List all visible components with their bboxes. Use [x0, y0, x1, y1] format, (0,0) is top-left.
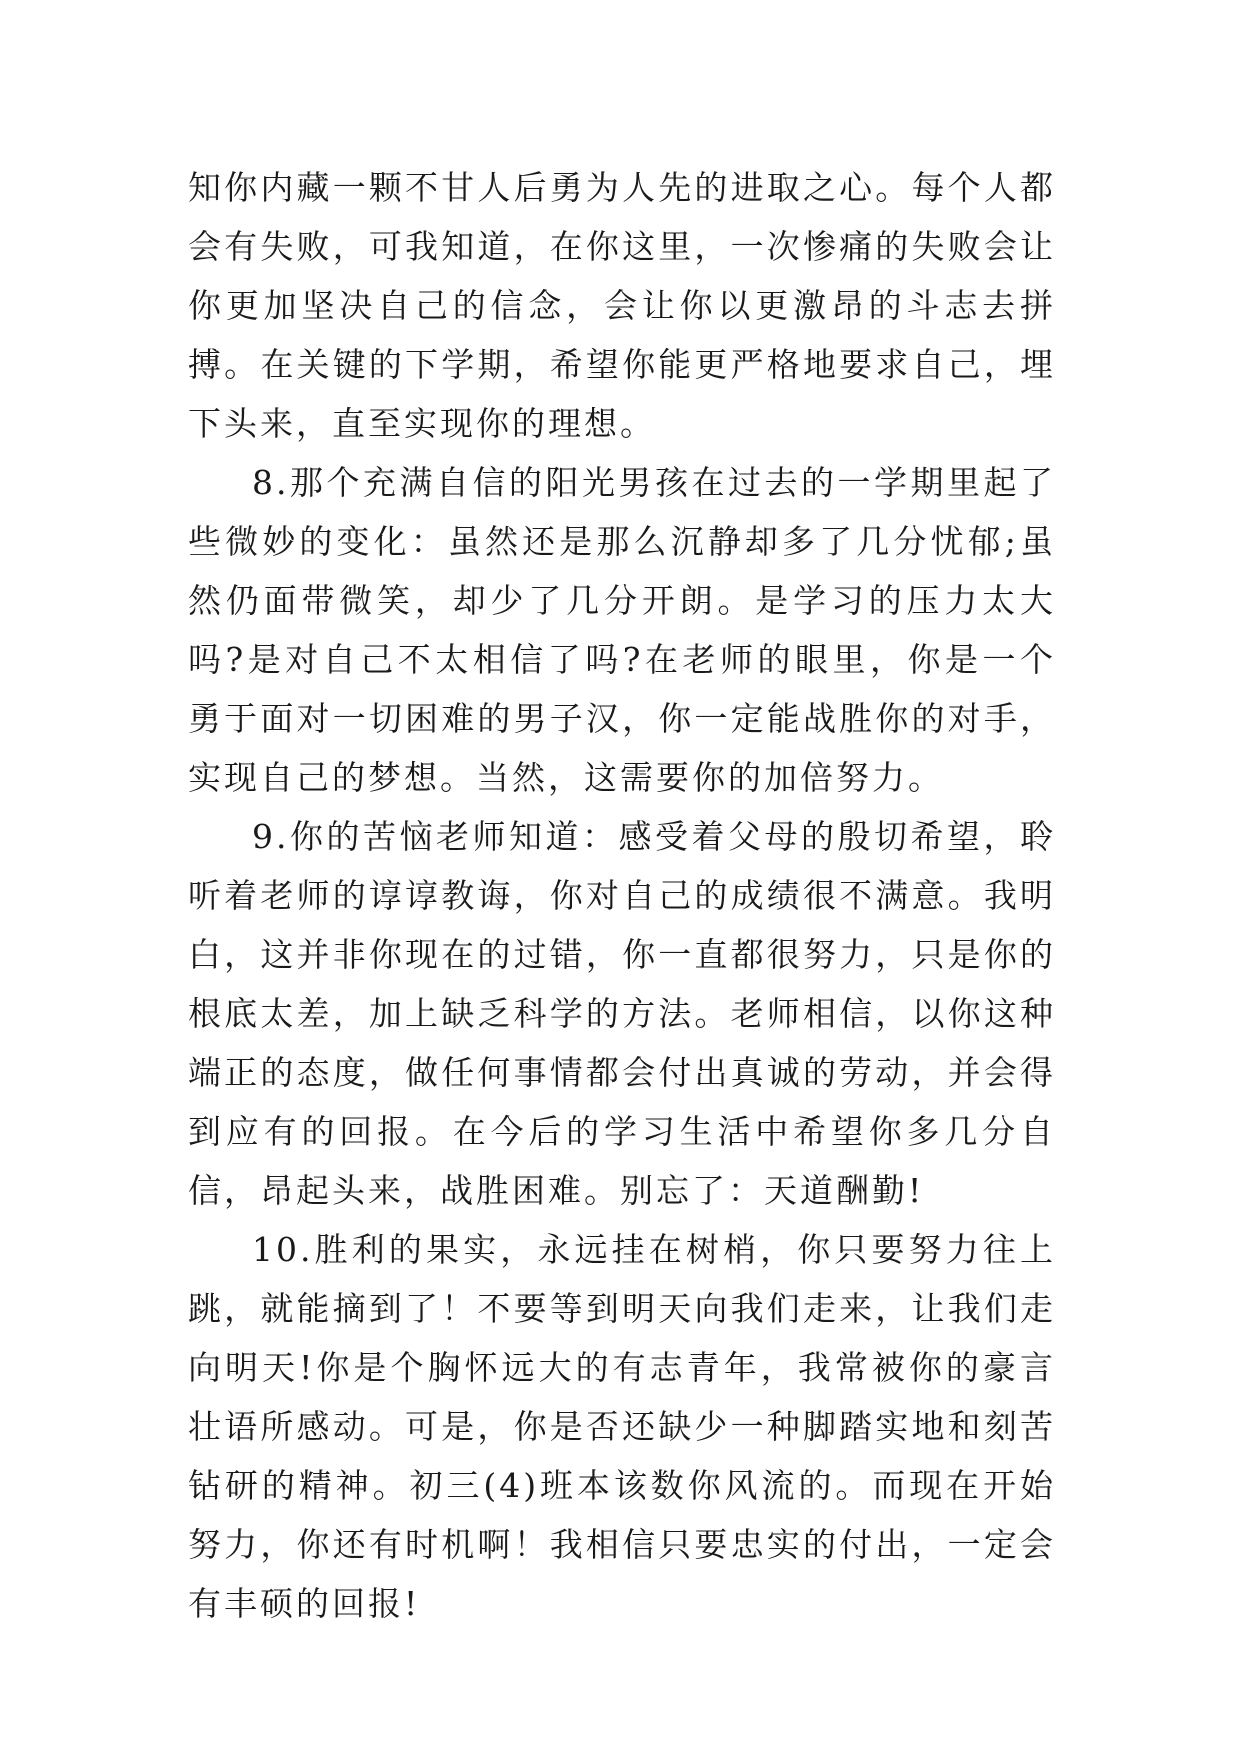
- paragraph-item-8: 8.那个充满自信的阳光男孩在过去的一学期里起了些微妙的变化：虽然还是那么沉静却多了几分忧郁;虽然仍面带微笑，却少了几分开朗。是学习的压力太大吗?是对自己不太相信了吗?在老师的眼里，你是一个勇于面对一切困难的男子汉，你一定能战胜你的对手，实现自己的梦想。当然，这需要你的加倍努力。: [188, 463, 1056, 797]
- paragraph-continuation: 知你内藏一颗不甘人后勇为人先的进取之心。每个人都会有失败，可我知道，在你这里，一次惨痛的失败会让你更加坚决自己的信念，会让你以更激昂的斗志去拼搏。在关键的下学期，希望你能更严格地要求自己，埋下头来，直至实现你的理想。: [188, 168, 1056, 443]
- paragraph-item-10: 10.胜利的果实，永远挂在树梢，你只要努力往上跳，就能摘到了！不要等到明天向我们走来，让我们走向明天!你是个胸怀远大的有志青年，我常被你的豪言壮语所感动。可是，你是否还缺少一种脚踏实地和刻苦钻研的精神。初三(4)班本该数你风流的。而现在开始努力，你还有时机啊！我相信只要忠实的付出，一定会有丰硕的回报!: [188, 1230, 1056, 1623]
- document-body: [188, 158, 1056, 1633]
- paragraph-item-9: 9.你的苦恼老师知道：感受着父母的殷切希望，聆听着老师的谆谆教诲，你对自己的成绩很不满意。我明白，这并非你现在的过错，你一直都很努力，只是你的根底太差，加上缺乏科学的方法。老师相信，以你这种端正的态度，做任何事情都会付出真诚的劳动，并会得到应有的回报。在今后的学习生活中希望你多几分自信，昂起头来，战胜困难。别忘了：天道酬勤!: [188, 817, 1056, 1210]
